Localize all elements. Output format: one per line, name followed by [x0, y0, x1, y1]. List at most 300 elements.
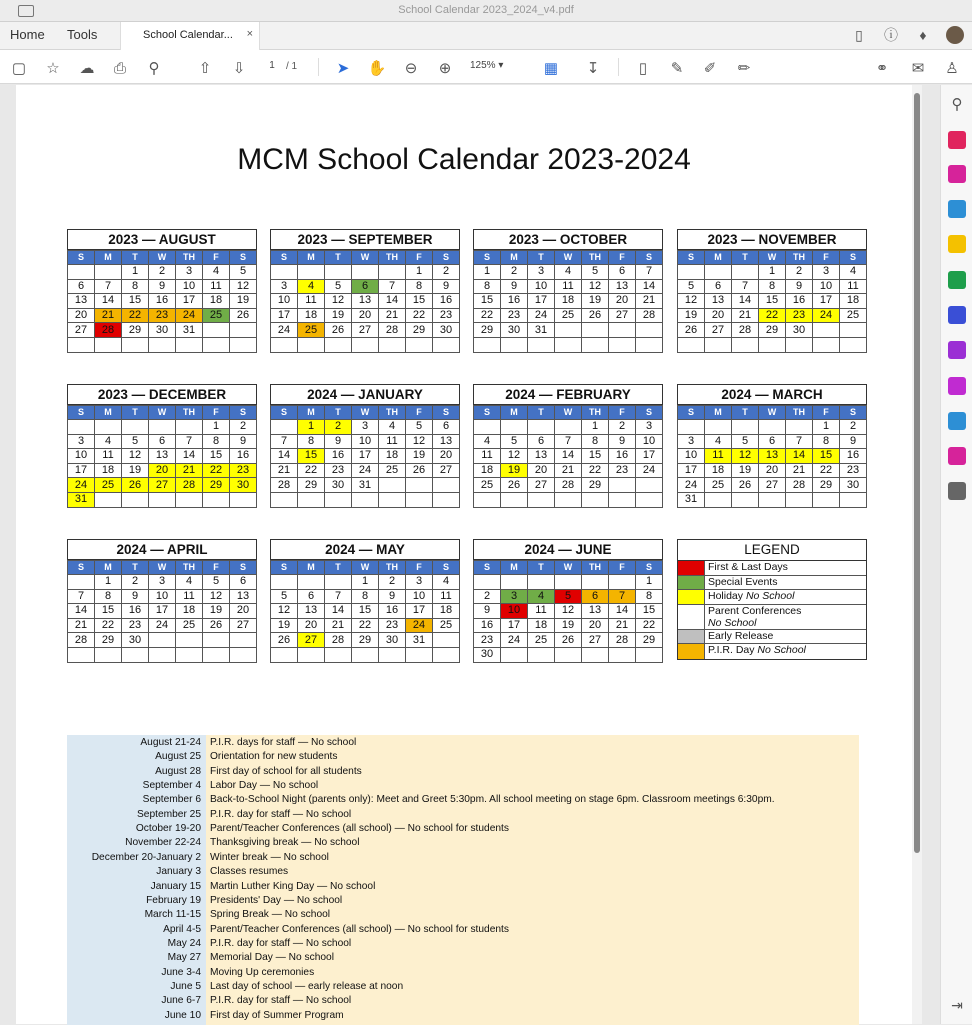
- day-cell: 26: [501, 478, 528, 493]
- day-cell: 14: [609, 604, 636, 619]
- day-cell: [582, 337, 609, 352]
- day-cell: [759, 337, 786, 352]
- month-calendar: [67, 384, 257, 508]
- day-cell: 18: [528, 618, 555, 633]
- day-cell: 18: [705, 463, 732, 478]
- day-cell: 29: [203, 478, 230, 493]
- day-cell: 7: [636, 265, 663, 280]
- legend-item: [678, 630, 866, 645]
- event-date: June 3-4: [161, 966, 201, 978]
- day-cell: [474, 492, 501, 507]
- day-cell: 13: [230, 589, 257, 604]
- event-row: [67, 837, 859, 851]
- day-cell: [406, 337, 433, 352]
- day-cell: 29: [759, 323, 786, 338]
- day-cell: 17: [176, 294, 203, 309]
- day-cell: 21: [609, 618, 636, 633]
- event-description: P.I.R. day for staff — No school: [210, 808, 352, 820]
- day-cell: 23: [786, 308, 813, 323]
- comment-icon[interactable]: ▯: [855, 26, 863, 43]
- day-cell: 23: [501, 308, 528, 323]
- day-cell: [474, 337, 501, 352]
- day-cell: 14: [555, 449, 582, 464]
- day-cell: 25: [176, 618, 203, 633]
- day-cell: 13: [705, 294, 732, 309]
- day-cell: [149, 420, 176, 435]
- day-cell: 19: [325, 308, 352, 323]
- day-cell: [813, 492, 840, 507]
- day-cell: [379, 478, 406, 493]
- event-description: P.I.R. day for staff — No school: [210, 937, 352, 949]
- day-cell: 6: [298, 589, 325, 604]
- close-tab-icon[interactable]: ×: [246, 28, 253, 40]
- day-cell: 28: [786, 478, 813, 493]
- day-cell: 12: [732, 449, 759, 464]
- legend-label: P.I.R. Day: [708, 644, 755, 657]
- day-cell: [555, 647, 582, 662]
- day-cell: 28: [379, 323, 406, 338]
- month-title: 2023 — AUGUST: [67, 229, 257, 250]
- weekday-header: F: [609, 406, 636, 420]
- scrollbar-thumb[interactable]: [914, 93, 920, 853]
- day-cell: 3: [678, 434, 705, 449]
- day-cell: 3: [149, 575, 176, 590]
- weekday-header: TH: [176, 561, 203, 575]
- day-cell: 21: [271, 463, 298, 478]
- weekday-header: S: [474, 251, 501, 265]
- draw-freehand-icon[interactable]: ✐: [703, 60, 717, 77]
- day-cell: [609, 647, 636, 662]
- weekday-header: S: [433, 561, 460, 575]
- day-cell: [230, 337, 257, 352]
- day-cell: 5: [325, 279, 352, 294]
- day-cell: 13: [149, 449, 176, 464]
- day-cell: 7: [271, 434, 298, 449]
- day-cell: 26: [271, 633, 298, 648]
- day-cell: 26: [122, 478, 149, 493]
- event-date: September 6: [142, 794, 201, 806]
- scroll-mode-icon[interactable]: ↧: [586, 60, 600, 77]
- day-cell: 2: [433, 265, 460, 280]
- day-cell: 4: [705, 434, 732, 449]
- weekday-header: M: [298, 561, 325, 575]
- month-calendar: [67, 539, 257, 663]
- day-cell: 11: [203, 279, 230, 294]
- day-cell: 15: [95, 604, 122, 619]
- weekday-header: M: [95, 406, 122, 420]
- month-title: 2024 — JUNE: [473, 539, 663, 560]
- event-row: [67, 751, 859, 765]
- day-cell: 5: [203, 575, 230, 590]
- day-cell: 23: [379, 618, 406, 633]
- event-row: [67, 794, 859, 808]
- notification-bell-icon[interactable]: ♦: [919, 27, 927, 43]
- day-cell: 26: [555, 633, 582, 648]
- day-cell: 29: [95, 633, 122, 648]
- day-cell: 28: [325, 633, 352, 648]
- weekday-header: S: [678, 406, 705, 420]
- day-cell: 12: [678, 294, 705, 309]
- save-icon[interactable]: ▢: [11, 60, 27, 77]
- event-row: [67, 866, 859, 880]
- day-cell: 7: [379, 279, 406, 294]
- day-cell: 6: [230, 575, 257, 590]
- day-cell: [555, 420, 582, 435]
- zoom-in-icon[interactable]: ⊕: [438, 60, 452, 77]
- day-cell: 5: [230, 265, 257, 280]
- day-cell: 28: [555, 478, 582, 493]
- day-cell: 26: [678, 323, 705, 338]
- day-cell: 16: [379, 604, 406, 619]
- event-date: August 21-24: [140, 737, 201, 748]
- day-cell: 22: [352, 618, 379, 633]
- scan-ocr-icon[interactable]: [948, 447, 966, 465]
- day-cell: 22: [759, 308, 786, 323]
- event-date: April 4-5: [163, 923, 201, 935]
- vertical-scrollbar[interactable]: [912, 85, 922, 1024]
- day-cell: [678, 420, 705, 435]
- share-user-icon[interactable]: ♙: [945, 60, 959, 77]
- day-cell: 17: [528, 294, 555, 309]
- comment-tool-icon[interactable]: [948, 235, 966, 253]
- day-cell: 24: [636, 463, 663, 478]
- weekday-header: S: [68, 406, 95, 420]
- day-cell: 16: [230, 449, 257, 464]
- day-cell: 12: [555, 604, 582, 619]
- day-cell: 28: [609, 633, 636, 648]
- hand-tool-icon[interactable]: ✋: [367, 60, 387, 77]
- collapse-panel-icon[interactable]: ⇥: [951, 997, 963, 1013]
- event-description: Winter break — No school: [210, 851, 329, 863]
- legend-item: [678, 644, 866, 659]
- day-cell: 27: [149, 478, 176, 493]
- day-cell: 1: [636, 575, 663, 590]
- day-cell: [609, 478, 636, 493]
- zoom-out-icon[interactable]: ⊖: [404, 60, 418, 77]
- print-icon[interactable]: ⎙: [113, 59, 126, 77]
- day-cell: 7: [68, 589, 95, 604]
- event-row: [67, 924, 859, 938]
- day-cell: 18: [555, 294, 582, 309]
- export-excel-icon[interactable]: [948, 271, 966, 289]
- day-cell: 15: [813, 449, 840, 464]
- month-calendar: [677, 384, 867, 508]
- day-cell: 12: [203, 589, 230, 604]
- day-cell: 22: [95, 618, 122, 633]
- day-cell: [528, 337, 555, 352]
- export-pdf-icon[interactable]: [948, 131, 966, 149]
- day-cell: 17: [68, 463, 95, 478]
- day-cell: 10: [149, 589, 176, 604]
- weekday-header: W: [555, 406, 582, 420]
- day-cell: 28: [636, 308, 663, 323]
- day-cell: [555, 575, 582, 590]
- event-row: [67, 981, 859, 995]
- month-title: 2023 — OCTOBER: [473, 229, 663, 250]
- day-cell: 17: [406, 604, 433, 619]
- day-cell: 28: [176, 478, 203, 493]
- weekday-header: T: [732, 251, 759, 265]
- day-cell: 4: [176, 575, 203, 590]
- day-cell: 6: [582, 589, 609, 604]
- zoom-level-select[interactable]: 125% ▾: [470, 60, 504, 71]
- event-description: Last day of school — early release at noon: [210, 980, 404, 992]
- day-cell: 16: [840, 449, 867, 464]
- event-date: May 27: [167, 952, 201, 964]
- fill-sign-tool-icon[interactable]: [948, 341, 966, 359]
- day-cell: 6: [352, 279, 379, 294]
- day-cell: 25: [705, 478, 732, 493]
- day-cell: 4: [95, 434, 122, 449]
- weekday-header: M: [501, 251, 528, 265]
- month-calendar: [473, 539, 663, 663]
- event-description: Moving Up ceremonies: [210, 966, 315, 978]
- day-cell: 12: [271, 604, 298, 619]
- event-description: Back-to-School Night (parents only): Meet and Greet 5:30pm. All school meeting on stage 6pm. Classroom meetings 6:30pm.: [210, 794, 775, 806]
- day-cell: 21: [176, 463, 203, 478]
- day-cell: [433, 492, 460, 507]
- zoom-search-icon[interactable]: ⚲: [951, 96, 963, 113]
- weekday-header: W: [759, 406, 786, 420]
- zoom-level-value: 125%: [470, 60, 496, 71]
- day-cell: 5: [501, 434, 528, 449]
- day-cell: [840, 337, 867, 352]
- link-icon[interactable]: ⚭: [875, 60, 889, 77]
- upload-cloud-icon[interactable]: ☁: [79, 60, 95, 77]
- day-cell: 15: [406, 294, 433, 309]
- legend-item: [678, 561, 866, 576]
- day-cell: 22: [474, 308, 501, 323]
- day-cell: 2: [122, 575, 149, 590]
- event-description: Parent/Teacher Conferences (all school) — No school for students: [210, 923, 509, 935]
- day-cell: 30: [325, 478, 352, 493]
- day-cell: 7: [325, 589, 352, 604]
- day-cell: 13: [582, 604, 609, 619]
- page-down-icon[interactable]: ⇩: [232, 60, 246, 77]
- day-cell: [786, 492, 813, 507]
- protect-shield-icon[interactable]: [948, 306, 966, 324]
- day-cell: [203, 633, 230, 648]
- tab-home[interactable]: Home: [10, 27, 45, 42]
- day-cell: [678, 337, 705, 352]
- day-cell: 22: [406, 308, 433, 323]
- day-cell: 18: [95, 463, 122, 478]
- day-cell: [501, 420, 528, 435]
- day-cell: 1: [759, 265, 786, 280]
- month-calendar: [270, 384, 460, 508]
- day-cell: [325, 575, 352, 590]
- weekday-header: W: [352, 251, 379, 265]
- weekday-header: F: [406, 406, 433, 420]
- day-cell: 31: [68, 492, 95, 507]
- day-cell: [705, 265, 732, 280]
- fill-sign-icon[interactable]: ✏: [737, 60, 751, 77]
- day-cell: 2: [786, 265, 813, 280]
- day-cell: 14: [176, 449, 203, 464]
- weekday-header: T: [325, 561, 352, 575]
- day-cell: 3: [813, 265, 840, 280]
- day-cell: 8: [813, 434, 840, 449]
- day-cell: 22: [582, 463, 609, 478]
- bookmark-star-icon[interactable]: ☆: [46, 60, 60, 77]
- day-cell: 16: [325, 449, 352, 464]
- day-cell: 14: [325, 604, 352, 619]
- weekday-header: S: [271, 251, 298, 265]
- day-cell: [325, 337, 352, 352]
- weekday-header: F: [406, 561, 433, 575]
- event-date: September 4: [142, 780, 201, 792]
- day-cell: 4: [298, 279, 325, 294]
- day-cell: 19: [230, 294, 257, 309]
- day-cell: [352, 265, 379, 280]
- month-calendar: [67, 229, 257, 353]
- day-cell: 5: [271, 589, 298, 604]
- day-cell: 14: [271, 449, 298, 464]
- day-cell: 13: [298, 604, 325, 619]
- day-cell: 18: [176, 604, 203, 619]
- day-cell: [840, 492, 867, 507]
- day-cell: 10: [501, 604, 528, 619]
- select-cursor-icon[interactable]: ➤: [336, 60, 350, 77]
- weekday-header: W: [555, 561, 582, 575]
- pdf-page: [16, 85, 912, 1024]
- day-cell: 6: [433, 420, 460, 435]
- combine-files-icon[interactable]: [948, 200, 966, 218]
- day-cell: [609, 337, 636, 352]
- share-upload-icon[interactable]: [948, 412, 966, 430]
- fit-page-icon[interactable]: ▦: [543, 60, 559, 77]
- tab-document[interactable]: [120, 22, 260, 50]
- day-cell: [122, 647, 149, 662]
- event-row: [67, 995, 859, 1009]
- day-cell: 17: [501, 618, 528, 633]
- day-cell: [705, 337, 732, 352]
- organize-pages-icon[interactable]: [948, 165, 966, 183]
- day-cell: 15: [474, 294, 501, 309]
- day-cell: 11: [474, 449, 501, 464]
- day-cell: [528, 420, 555, 435]
- more-tools-icon[interactable]: [948, 482, 966, 500]
- month-title: 2024 — FEBRUARY: [473, 384, 663, 405]
- day-cell: 19: [406, 449, 433, 464]
- window-titlebar: [0, 0, 972, 22]
- day-cell: [636, 323, 663, 338]
- day-cell: [271, 647, 298, 662]
- day-cell: 24: [149, 618, 176, 633]
- avatar[interactable]: [946, 26, 964, 44]
- weekday-header: T: [325, 406, 352, 420]
- month-calendar: [677, 229, 867, 353]
- event-row: [67, 1010, 859, 1024]
- day-cell: 14: [68, 604, 95, 619]
- day-cell: 11: [555, 279, 582, 294]
- day-cell: 12: [230, 279, 257, 294]
- weekday-header: T: [325, 251, 352, 265]
- highlight-pen-icon[interactable]: ✎: [670, 60, 684, 77]
- weekday-header: M: [95, 251, 122, 265]
- weekday-header: S: [230, 561, 257, 575]
- day-cell: [122, 420, 149, 435]
- day-cell: [325, 265, 352, 280]
- day-cell: [298, 337, 325, 352]
- day-cell: 6: [609, 265, 636, 280]
- add-comment-icon[interactable]: ▯: [638, 60, 648, 77]
- day-cell: [406, 492, 433, 507]
- day-cell: [609, 575, 636, 590]
- day-cell: 30: [230, 478, 257, 493]
- day-cell: 30: [122, 633, 149, 648]
- email-icon[interactable]: ✉: [911, 60, 925, 77]
- day-cell: 20: [68, 308, 95, 323]
- day-cell: 24: [813, 308, 840, 323]
- day-cell: [433, 478, 460, 493]
- day-cell: [501, 492, 528, 507]
- day-cell: 7: [555, 434, 582, 449]
- day-cell: [298, 647, 325, 662]
- search-icon[interactable]: ⚲: [148, 60, 160, 77]
- event-row: [67, 909, 859, 923]
- edit-pdf-icon[interactable]: [948, 377, 966, 395]
- event-date: August 25: [155, 751, 201, 763]
- day-cell: [68, 265, 95, 280]
- day-cell: 2: [379, 575, 406, 590]
- day-cell: [732, 492, 759, 507]
- day-cell: 10: [528, 279, 555, 294]
- page-number-input[interactable]: 1: [269, 60, 275, 71]
- event-date: August 28: [155, 765, 201, 777]
- month-title: 2023 — DECEMBER: [67, 384, 257, 405]
- day-cell: 1: [122, 265, 149, 280]
- day-cell: 27: [298, 633, 325, 648]
- day-cell: 20: [149, 463, 176, 478]
- day-cell: [732, 265, 759, 280]
- day-cell: 24: [406, 618, 433, 633]
- day-cell: [149, 647, 176, 662]
- day-cell: [271, 492, 298, 507]
- day-cell: 4: [433, 575, 460, 590]
- tab-tools[interactable]: Tools: [67, 27, 98, 42]
- weekday-header: S: [636, 251, 663, 265]
- weekday-header: TH: [176, 406, 203, 420]
- day-cell: 10: [352, 434, 379, 449]
- weekday-header: W: [352, 561, 379, 575]
- event-description: Memorial Day — No school: [210, 952, 334, 964]
- day-cell: 3: [501, 589, 528, 604]
- event-row: [67, 938, 859, 952]
- day-cell: [406, 647, 433, 662]
- day-cell: 5: [678, 279, 705, 294]
- day-cell: 1: [582, 420, 609, 435]
- day-cell: 5: [555, 589, 582, 604]
- day-cell: 18: [379, 449, 406, 464]
- help-icon[interactable]: ⓘ: [884, 27, 898, 43]
- day-cell: 10: [406, 589, 433, 604]
- page-up-icon[interactable]: ⇧: [198, 60, 212, 77]
- day-cell: 5: [582, 265, 609, 280]
- weekday-header: W: [149, 561, 176, 575]
- day-cell: 12: [122, 449, 149, 464]
- day-cell: 23: [230, 463, 257, 478]
- weekday-header: W: [149, 251, 176, 265]
- day-cell: [203, 323, 230, 338]
- day-cell: [176, 647, 203, 662]
- weekday-header: TH: [379, 561, 406, 575]
- day-cell: 22: [636, 618, 663, 633]
- month-calendar: [473, 384, 663, 508]
- day-cell: [122, 492, 149, 507]
- day-cell: [68, 420, 95, 435]
- day-cell: 11: [379, 434, 406, 449]
